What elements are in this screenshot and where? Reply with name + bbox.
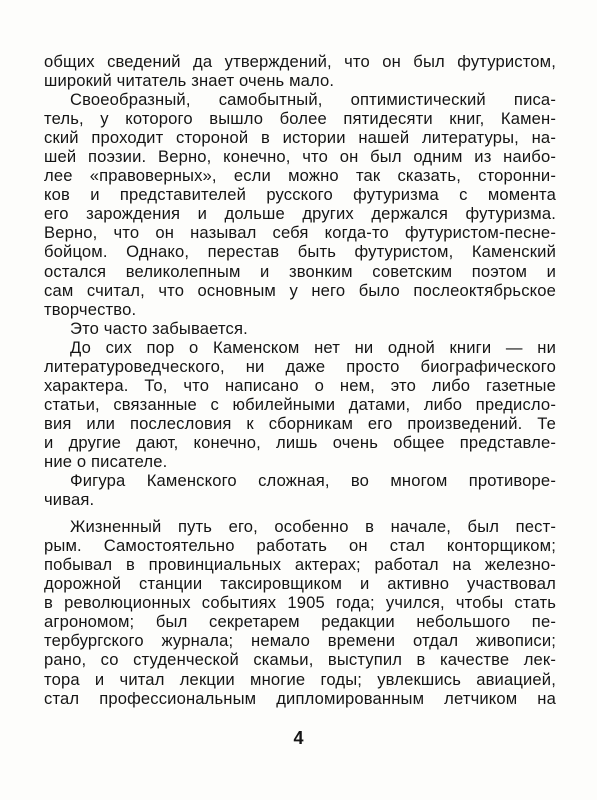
paragraph-2: [44, 90, 556, 319]
text-line: тора и читал лекции многие годы; увлекшись авиацией,: [44, 669, 556, 689]
text-line: и другие дают, конечно, лишь очень общее представле-: [44, 432, 556, 452]
paragraph-1: [44, 52, 556, 90]
text-line: Своеобразный, самобытный, оптимистический писа-: [70, 90, 556, 110]
text-line: вия или послесловия к сборникам его произведений. Те: [44, 413, 556, 433]
text-line: лее «правоверных», если можно так сказать, сторонни-: [44, 166, 556, 186]
text-line: сам считал, что основным у него было послеоктябрьское: [44, 280, 556, 300]
text-line: До сих пор о Каменском нет ни одной книги — ни: [70, 337, 556, 357]
paragraph-6: [44, 517, 556, 707]
paragraph-5: [44, 471, 556, 509]
text-line: литературоведческого, ни даже просто биографического: [44, 356, 556, 376]
text-line: Жизненный путь его, особенно в начале, был пест-: [70, 517, 556, 537]
text-line: Это часто забывается.: [70, 318, 248, 338]
text-line: остался великолепным и звонким советским поэтом и: [44, 261, 556, 281]
text-line: чивая.: [44, 490, 95, 510]
text-line: рано, со студенческой скамьи, выступил в качестве лек-: [44, 650, 556, 670]
text-line: в революционных событиях 1905 года; учился, чтобы стать: [44, 593, 556, 613]
text-line: тербургского журнала; немало времени отдал живописи;: [44, 631, 556, 651]
paragraph-3: [44, 319, 556, 338]
text-line: ков и представителей русского футуризма с момента: [44, 185, 556, 205]
paragraph-4: [44, 338, 556, 471]
text-line: рым. Самостоятельно работать он стал конторщиком;: [44, 536, 556, 556]
text-line: ние о писателе.: [44, 451, 168, 471]
text-line: тель, у которого вышло более пятидесяти книг, Камен-: [44, 109, 556, 129]
text-line: широкий читатель знает очень мало.: [44, 71, 335, 91]
text-line: Верно, что он называл себя когда-то футуристом-песне-: [44, 223, 556, 243]
text-line: шей поэзии. Верно, конечно, что он был одним из наибо-: [44, 147, 556, 167]
page-number: 4: [293, 728, 304, 748]
text-line: творчество.: [44, 299, 137, 319]
text-line: стал профессиональным дипломированным летчиком на: [44, 688, 556, 708]
text-line: его зарождения и дольше других держался футуризма.: [44, 204, 556, 224]
text-line: статьи, связанные с юбилейными датами, либо предисло-: [44, 394, 556, 414]
text-line: ский проходит стороной в истории нашей литературы, на-: [44, 128, 556, 148]
text-line: характера. То, что написано о нем, это либо газетные: [44, 375, 556, 395]
text-line: Фигура Каменского сложная, во многом противоре-: [70, 471, 556, 491]
text-line: побывал в провинциальных актерах; работал на железно-: [44, 555, 556, 575]
text-line: бойцом. Однако, перестав быть футуристом, Каменский: [44, 242, 556, 262]
text-line: дорожной станции таксировщиком и активно участвовал: [44, 574, 556, 594]
text-line: общих сведений да утверждений, что он был футуристом,: [44, 52, 556, 71]
body-text: [44, 52, 556, 708]
text-line: агрономом; был секретарем редакции небольшого пе-: [44, 612, 556, 632]
